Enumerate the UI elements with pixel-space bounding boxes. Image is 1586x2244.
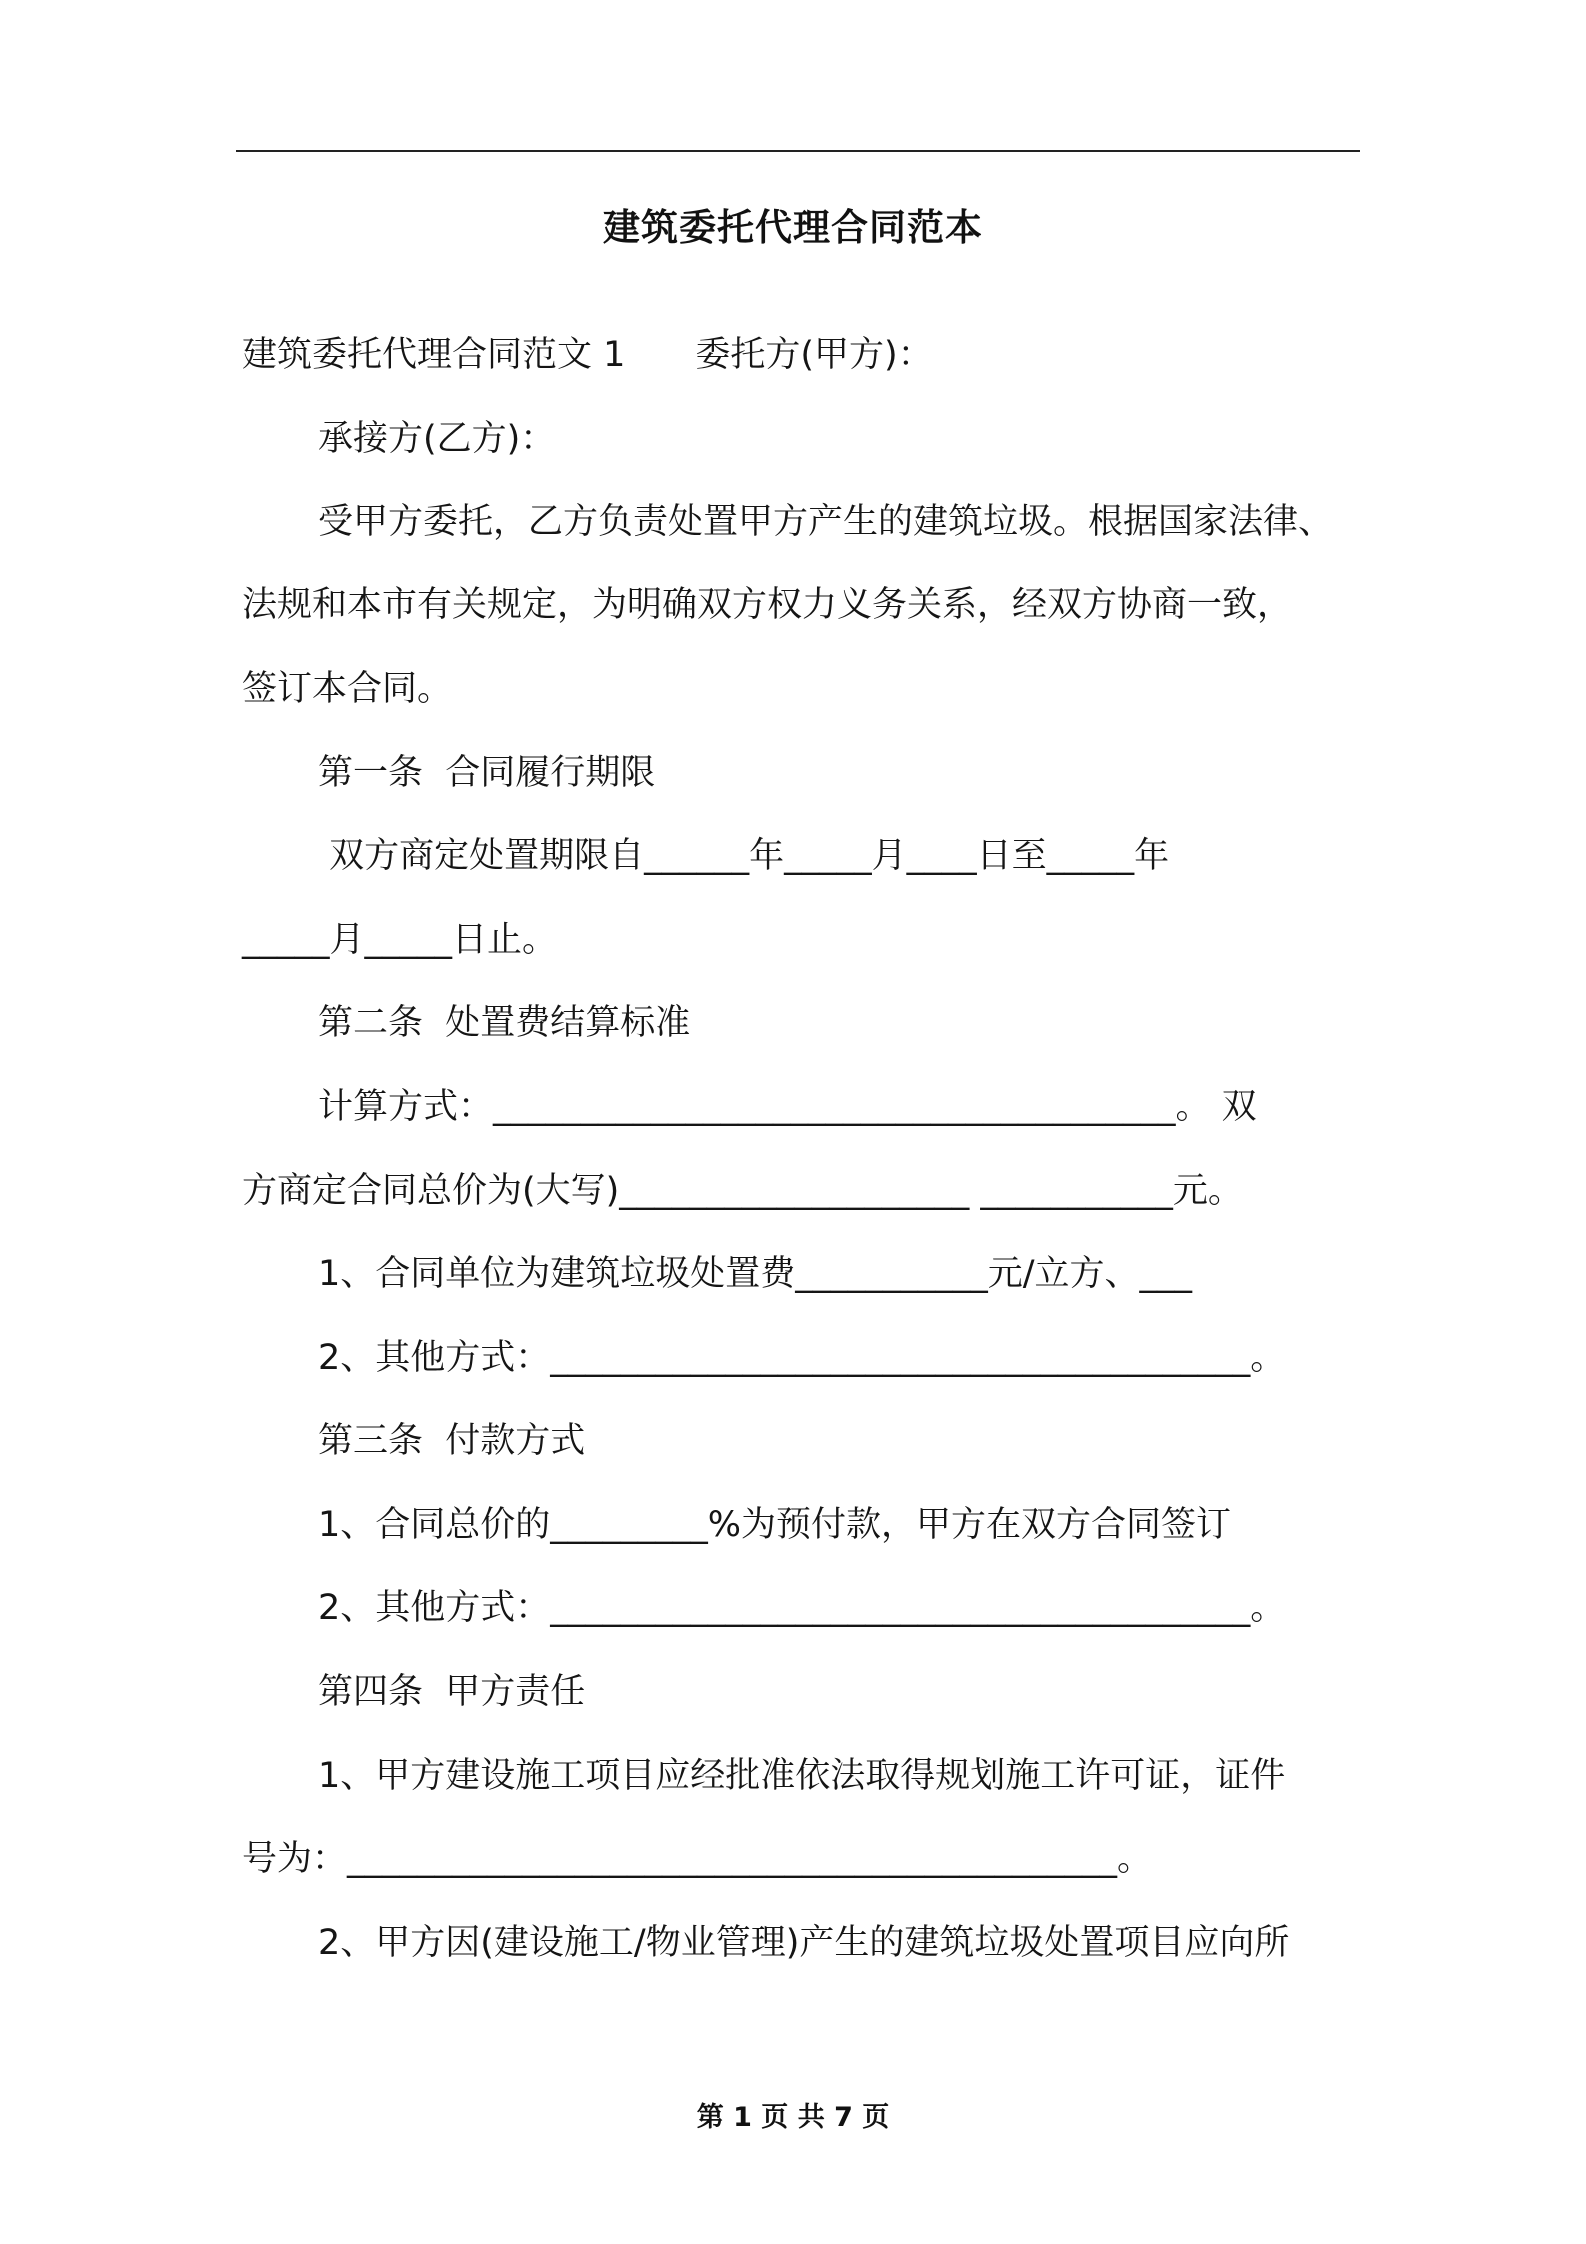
body-line: _____月_____日止。 — [242, 920, 558, 960]
body-line: 受甲方委托，乙方负责处置甲方产生的建筑垃圾。根据国家法律、 — [318, 502, 1334, 542]
body-line: 2、甲方因(建设施工/物业管理)产生的建筑垃圾处置项目应向所 — [318, 1923, 1290, 1963]
body-line: 法规和本市有关规定，为明确双方权力义务关系，经双方协商一致， — [242, 585, 1293, 625]
article-heading: 第二条 处置费结算标准 — [318, 1003, 691, 1043]
article-heading: 第四条 甲方责任 — [318, 1672, 586, 1712]
contract-heading-line: 建筑委托代理合同范文 1 委托方(甲方)： — [242, 335, 933, 375]
body-line: 1、合同总价的_________%为预付款，甲方在双方合同签订 — [318, 1505, 1232, 1545]
body-line: 计算方式：_______________________________________。 双 — [318, 1087, 1257, 1127]
document-title: 建筑委托代理合同范本 — [603, 206, 983, 249]
header-rule — [236, 150, 1360, 152]
page-number: 第 1 页 共 7 页 — [696, 2102, 890, 2133]
article-heading: 第一条 合同履行期限 — [318, 753, 656, 793]
body-line: 2、其他方式：________________________________________。 — [318, 1338, 1286, 1378]
body-line: 1、甲方建设施工项目应经批准依法取得规划施工许可证，证件 — [318, 1756, 1286, 1796]
body-line: 1、合同单位为建筑垃圾处置费___________元/立方、___ — [318, 1254, 1193, 1294]
party-b-line: 承接方(乙方)： — [318, 419, 556, 459]
body-line: 号为：____________________________________________。 — [242, 1839, 1153, 1879]
body-line: 签订本合同。 — [242, 669, 453, 709]
body-line: 2、其他方式：________________________________________。 — [318, 1588, 1286, 1628]
body-line: 方商定合同总价为(大写)____________________ ___________元。 — [242, 1171, 1243, 1211]
article-heading: 第三条 付款方式 — [318, 1421, 586, 1461]
body-line: 双方商定处置期限自______年_____月____日至_____年 — [318, 836, 1170, 876]
